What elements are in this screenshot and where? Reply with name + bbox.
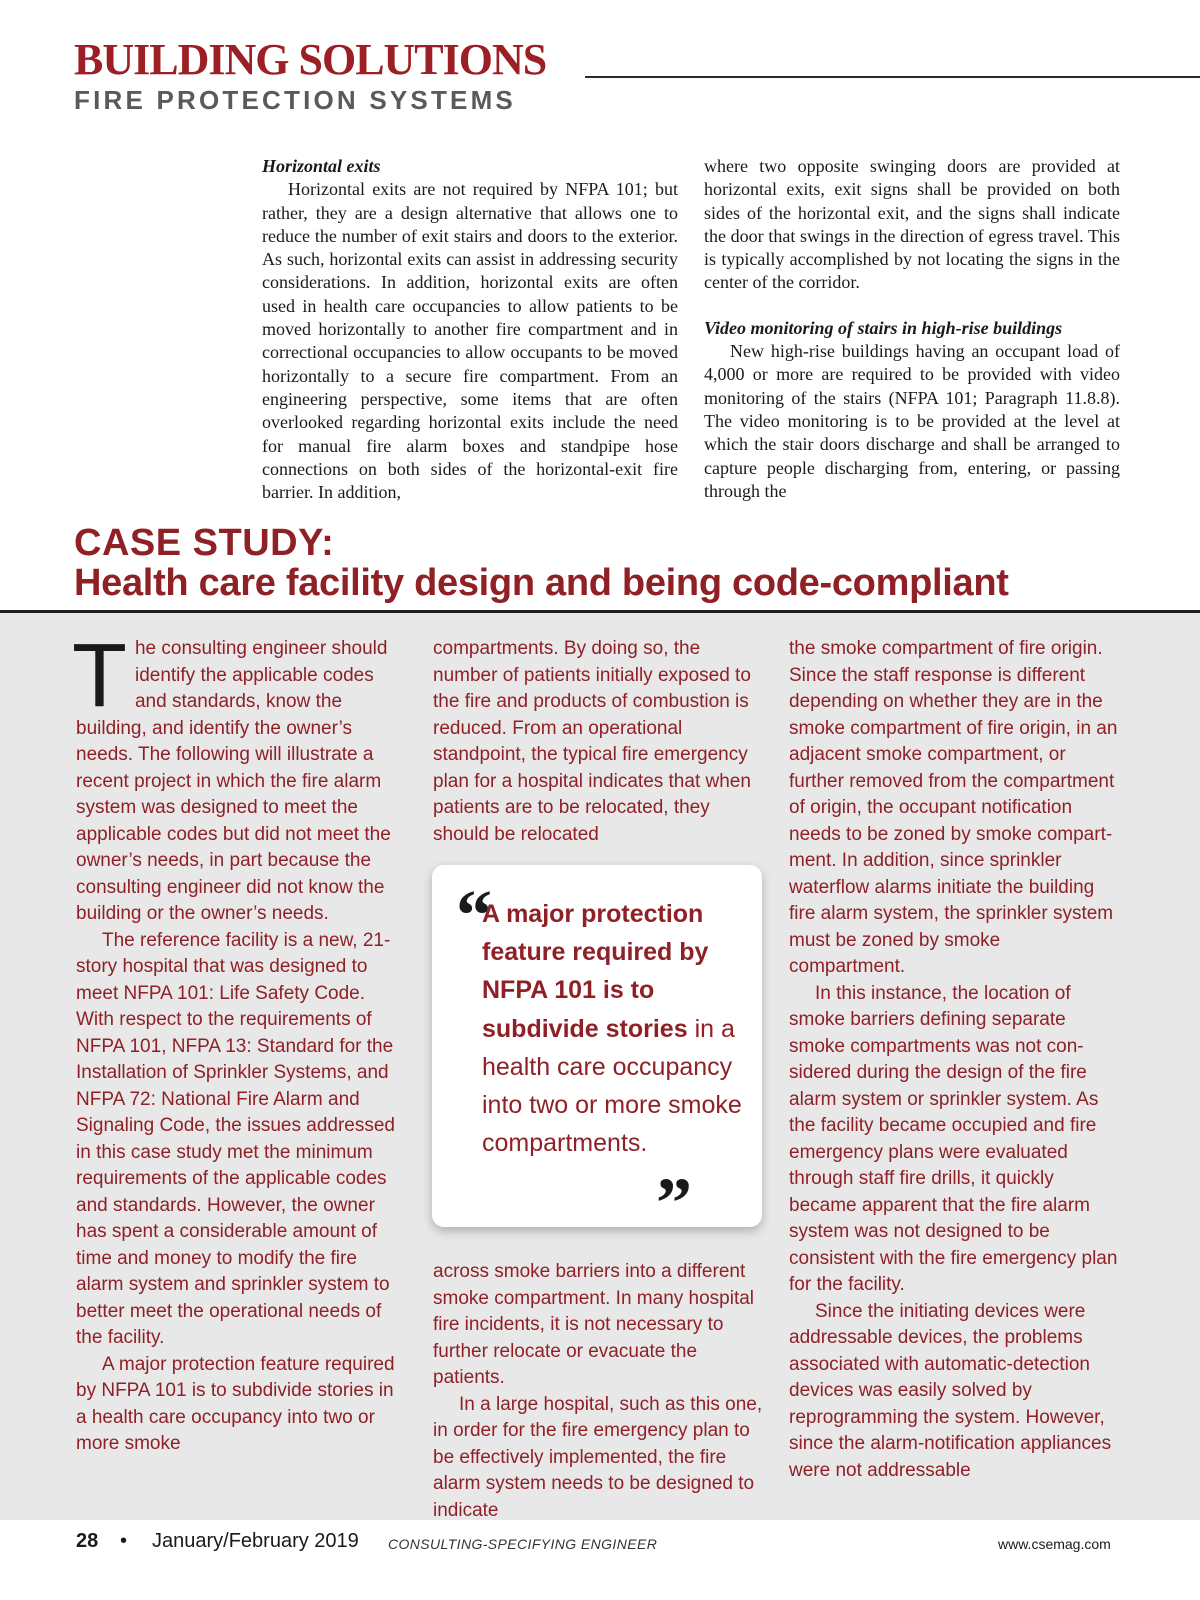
video-monitoring-heading: Video monitoring of stairs in high-rise buildings <box>704 317 1063 338</box>
section-subtitle: FIRE PROTECTION SYSTEMS <box>74 85 516 115</box>
header-rule <box>585 76 1200 78</box>
case-study-paragraph: Since the initiating devices were addressable devices, the problems associated with automatic-detection devices was easily solved by reprogramming the system. However, since the alarm-notification appliances were not addressable <box>789 1300 1112 1481</box>
case-study-kicker: CASE STUDY: <box>74 522 335 564</box>
pull-quote-regular: in a health care occupancy into two or more smoke compartments. <box>482 1014 742 1158</box>
page-number: 28 <box>76 1530 99 1552</box>
top-column-right <box>704 155 1120 503</box>
case-study-paragraph: In a large hospital, such as this one, in order for the fire emergency plan to be effectively implemented, the fire alarm system needs to be designed to indicate <box>433 1393 763 1521</box>
horizontal-exits-paragraph: Horizontal exits are not required by NFPA 101; but rather, they are a design alternative that allows one to reduce the number of exit stairs and doors to the exterior. As such, horizontal exits can assist in addressing security considerations. In addition, horizontal exits are often used in health care occupancies to allow patients to be moved horizontally to another fire compartment and in correctional occupancies to allow occupants to be moved horizontally to a secure fire compartment. From an engineering perspective, some items that are often overlooked regarding horizontal exits include the need for manual fire alarm boxes and standpipe hose connections on both sides of the horizontal-exit fire barrier. In addition, <box>262 179 678 503</box>
case-study-paragraph: The reference facility is a new, 21-story hospital that was designed to meet NFPA 101: Life Safety Code. With respect to the requirements of NFPA 101, NFPA 13: Standard for the Installation of Sprinkler Systems, and NFPA 72: National Fire Alarm and Signaling Code, the issues addressed in this case study met the minimum requirements of the applicable codes and standards. However, the owner has spent a considerable amount of time and money to modify the fire alarm system and sprinkler system to better meet the operational needs of the facility. <box>76 929 395 1348</box>
case-study-column-3 <box>789 636 1119 1484</box>
footer-bullet: • <box>120 1530 128 1552</box>
exit-signs-paragraph: where two opposite swinging doors are provided at horizontal exits, exit signs shall be provided on both sides of the horizontal exit, and the signs shall indicate the door that swings in the direction of egress travel. This is typically accomplished by not locating the signs in the center of the corridor. <box>704 156 1120 293</box>
top-column-left <box>262 155 678 504</box>
open-quote-mark: “ <box>456 875 492 955</box>
issue-date: January/February 2019 <box>152 1530 359 1552</box>
section-title: BUILDING SOLUTIONS <box>74 35 547 84</box>
pull-quote-bold: A major protection feature required by NFPA 101 is to subdivide stories <box>482 900 709 1043</box>
case-study-column-1 <box>72 626 406 1458</box>
website-url: www.csemag.com <box>998 1536 1111 1552</box>
pull-quote-box <box>432 865 762 1243</box>
case-study-headline: Health care facility design and being code-compliant <box>74 562 1009 604</box>
video-monitoring-paragraph: New high-rise buildings having an occupant load of 4,000 or more are required to be provided with video monitoring of the stairs (NFPA 101; Paragraph 11.8.8). The video monitoring is to be provided at the level at which the stair doors discharge and shall be arranged to capture people discharging from, entering, or passing through the <box>704 341 1120 501</box>
close-quote-mark: ” <box>656 1163 692 1243</box>
case-study-paragraph: across smoke barriers into a different smoke compartment. In many hospital fire incidents, it is not necessary to further relocate or evacuate the patients. <box>433 1261 755 1388</box>
case-study-paragraph: compartments. By doing so, the number of patients initially exposed to the fire and products of combustion is reduced. From an operational standpoint, the typical fire emergency plan for a hospital indicates that when patients are to be relocated, they should be relocated <box>433 638 751 845</box>
case-study-paragraph: A major protection feature required by NFPA 101 is to subdivide stories in a health care occupancy into two or more smoke <box>76 1353 395 1454</box>
pull-quote-text <box>482 895 752 1162</box>
case-study-paragraph: the smoke compartment of fire origin. Since the staff response is different depending on whether they are in the smoke compartment of fire origin, in an adjacent smoke compartment, or further removed from the compartment of origin, the occupant notification needs to be zoned by smoke compartment. In addition, since sprinkler waterflow alarms initiate the building fire alarm system, the sprinkler system must be zoned by smoke compartment. <box>789 638 1118 977</box>
drop-cap: T <box>72 626 127 726</box>
case-study-paragraph: In this instance, the location of smoke barriers defining separate smoke compartments was not considered during the design of the fire alarm system or sprinkler system. As the facility became occupied and fire emergency plans were evaluated through staff fire drills, it quickly became apparent that the fire alarm system was not designed to be consistent with the fire emergency plan for the facility. <box>789 982 1118 1295</box>
horizontal-exits-heading: Horizontal exits <box>262 156 381 176</box>
magazine-name: CONSULTING-SPECIFYING ENGINEER <box>388 1536 658 1552</box>
case-study-paragraph: he consulting engineer should identify the applicable codes and standards, know the building, and identify the owner’s needs. The following will illustrate a recent project in which the fire alarm system was designed to meet the applicable codes but did not meet the owner’s needs, in part because the consulting engineer did not know the building or the owner’s needs. <box>76 638 391 924</box>
